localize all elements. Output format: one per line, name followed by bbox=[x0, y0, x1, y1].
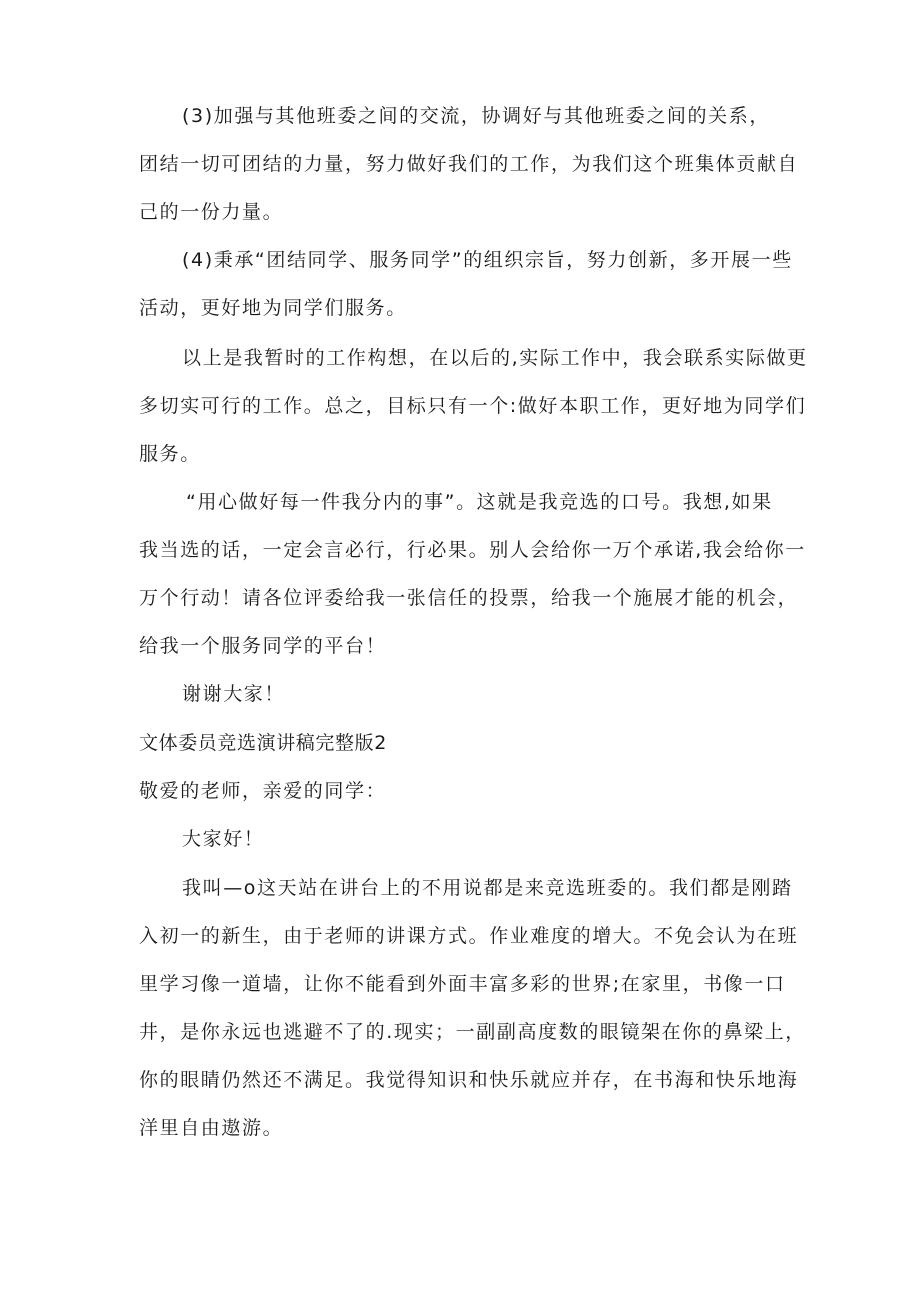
summary-line-1: 以上是我暂时的工作构想，在以后的,实际工作中，我会联系实际做更 bbox=[182, 347, 808, 369]
slogan-line-1: “用心做好每一件我分内的事”。这就是我竞选的口号。我想,如果 bbox=[186, 491, 773, 513]
thanks-line: 谢谢大家！ bbox=[182, 683, 286, 705]
summary-line-2: 多切实可行的工作。总之，目标只有一个:做好本职工作，更好地为同学们 bbox=[139, 395, 807, 417]
slogan-line-3: 万个行动！请各位评委给我一张信任的投票，给我一个施展才能的机会， bbox=[139, 587, 799, 609]
slogan-line-2: 我当选的话，一定会言必行，行必果。别人会给你一万个承诺,我会给你一 bbox=[139, 539, 806, 561]
body-line-5: 你的眼睛仍然还不满足。我觉得知识和快乐就应并存，在书海和快乐地海 bbox=[139, 1069, 799, 1091]
greeting: 大家好！ bbox=[182, 828, 265, 850]
salutation: 敬爱的老师，亲爱的同学： bbox=[139, 780, 387, 802]
paragraph-3-line-3: 己的一份力量。 bbox=[139, 201, 284, 223]
body-line-1: 我叫—o这天站在讲台上的不用说都是来竞选班委的。我们都是刚踏 bbox=[182, 877, 793, 899]
slogan-line-4: 给我一个服务同学的平台！ bbox=[139, 635, 387, 657]
body-line-6: 洋里自由遨游。 bbox=[139, 1117, 284, 1139]
paragraph-4-line-2: 活动，更好地为同学们服务。 bbox=[139, 297, 407, 319]
body-line-2: 入初一的新生，由于老师的讲课方式。作业难度的增大。不免会认为在班 bbox=[139, 925, 799, 947]
paragraph-4-line-1: (4)秉承“团结同学、服务同学”的组织宗旨，努力创新，多开展一些 bbox=[182, 249, 793, 271]
summary-line-3: 服务。 bbox=[139, 443, 201, 465]
body-line-3: 里学习像一道墙，让你不能看到外面丰富多彩的世界;在家里，书像一口 bbox=[139, 973, 786, 995]
section-title: 文体委员竞选演讲稿完整版2 bbox=[139, 732, 387, 754]
paragraph-3-line-1: (3)加强与其他班委之间的交流，协调好与其他班委之间的关系， bbox=[182, 105, 770, 127]
body-line-4: 井，是你永远也逃避不了的.现实；一副副高度数的眼镜架在你的鼻梁上， bbox=[139, 1021, 806, 1043]
paragraph-3-line-2: 团结一切可团结的力量，努力做好我们的工作，为我们这个班集体贡献自 bbox=[139, 153, 799, 175]
